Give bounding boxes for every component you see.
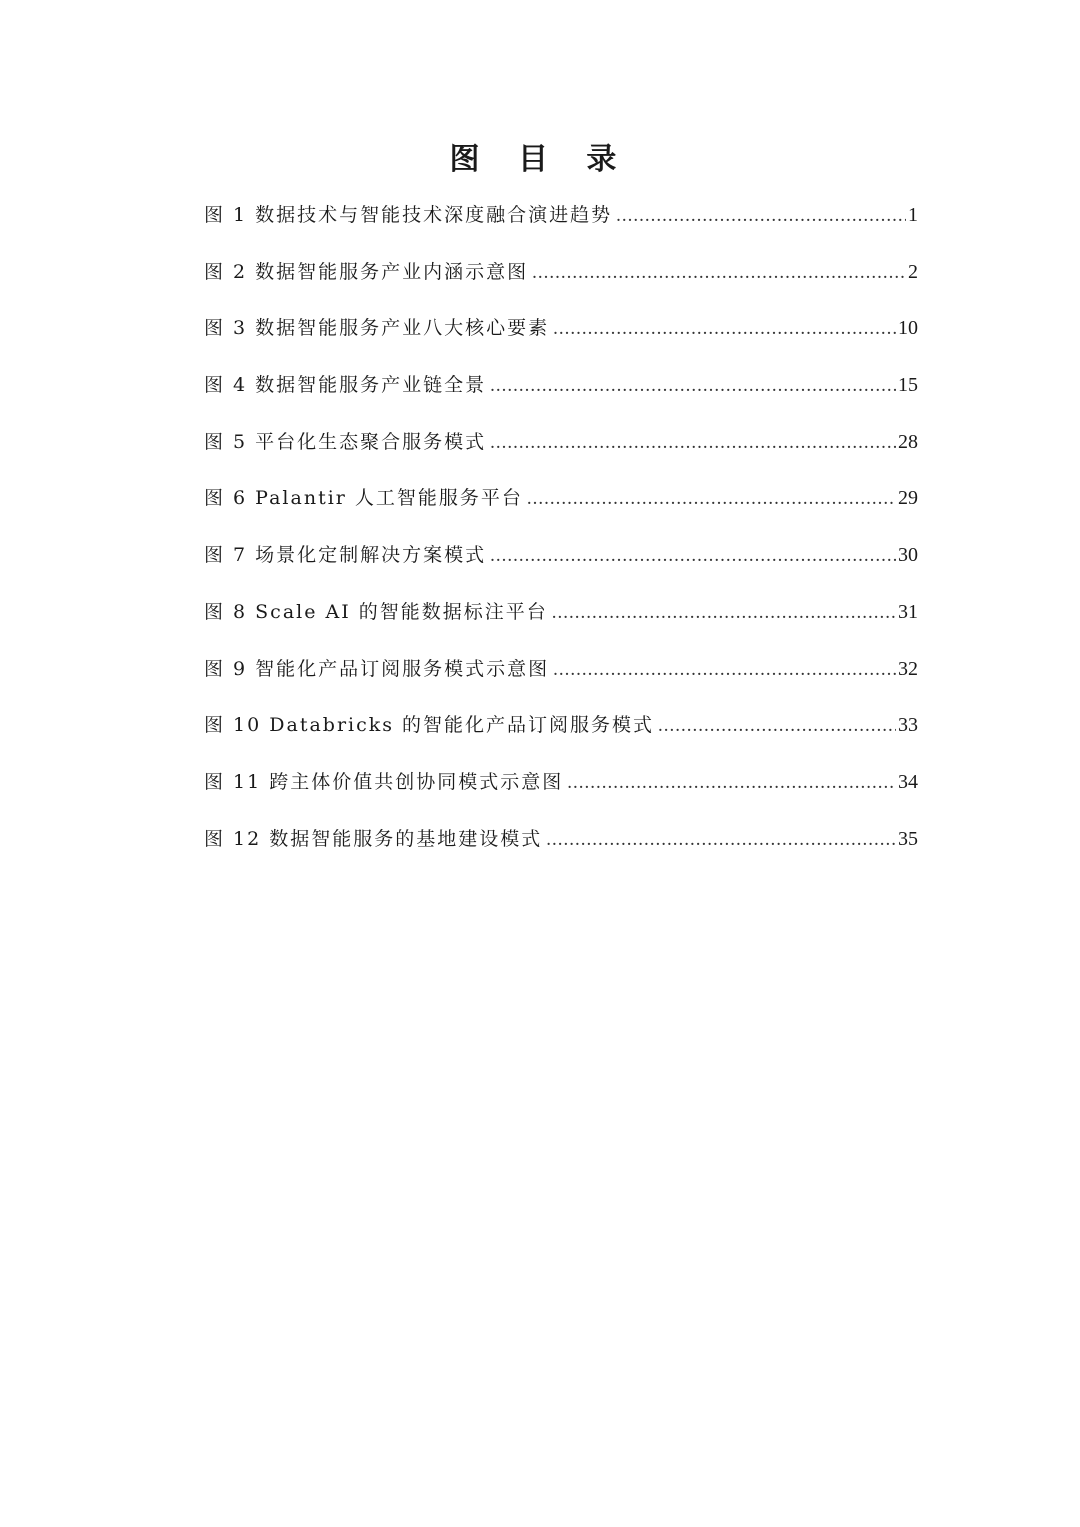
toc-entry [204,536,918,593]
toc-entry-page: 10 [898,317,918,340]
figure-list [204,196,918,876]
toc-entry-label: 图 8 Scale AI 的智能数据标注平台 [204,600,548,623]
dot-leader [552,594,896,632]
toc-entry-label: 图 9 智能化产品订阅服务模式示意图 [204,657,550,680]
toc-entry-label: 图 12 数据智能服务的基地建设模式 [204,827,543,850]
toc-entry [204,423,918,480]
toc-entry-label: 图 2 数据智能服务产业内涵示意图 [204,260,529,283]
dot-leader [490,537,896,575]
toc-entry-page: 1 [908,204,918,226]
toc-entry-label: 图 3 数据智能服务产业八大核心要素 [204,317,550,340]
toc-entry-page: 29 [898,487,918,510]
toc-entry-label: 图 7 场景化定制解决方案模式 [204,544,487,567]
page-title: 图 目 录 [449,142,631,177]
toc-entry-label: 图 1 数据技术与智能技术深度融合演进趋势 [204,204,613,226]
toc-entry [204,763,918,820]
toc-entry-page: 32 [898,657,918,680]
dot-leader [567,764,896,802]
toc-entry [204,309,918,366]
toc-entry-page: 2 [908,260,918,283]
toc-entry-label: 图 6 Palantir 人工智能服务平台 [204,487,523,510]
dot-leader [553,651,896,689]
toc-entry-page: 28 [898,430,918,453]
dot-leader [532,254,906,292]
dot-leader [553,310,896,348]
toc-entry-label: 图 10 Databricks 的智能化产品订阅服务模式 [204,714,655,737]
dot-leader [616,197,906,235]
toc-entry [204,820,918,877]
toc-entry-page: 31 [898,600,918,623]
dot-leader [490,367,896,405]
toc-entry [204,479,918,536]
toc-entry-page: 34 [898,770,918,793]
dot-leader [527,480,896,518]
toc-entry [204,650,918,707]
toc-entry [204,366,918,423]
dot-leader [490,424,896,462]
toc-entry [204,253,918,310]
dot-leader [546,821,896,859]
toc-entry [204,196,918,253]
toc-entry-page: 30 [898,544,918,567]
toc-entry [204,706,918,763]
toc-entry-page: 33 [898,714,918,737]
dot-leader [658,707,896,745]
toc-entry [204,593,918,650]
toc-entry-page: 15 [898,374,918,397]
toc-entry-label: 图 11 跨主体价值共创协同模式示意图 [204,770,564,793]
toc-entry-label: 图 5 平台化生态聚合服务模式 [204,430,487,453]
toc-entry-page: 35 [898,827,918,850]
toc-entry-label: 图 4 数据智能服务产业链全景 [204,374,487,397]
